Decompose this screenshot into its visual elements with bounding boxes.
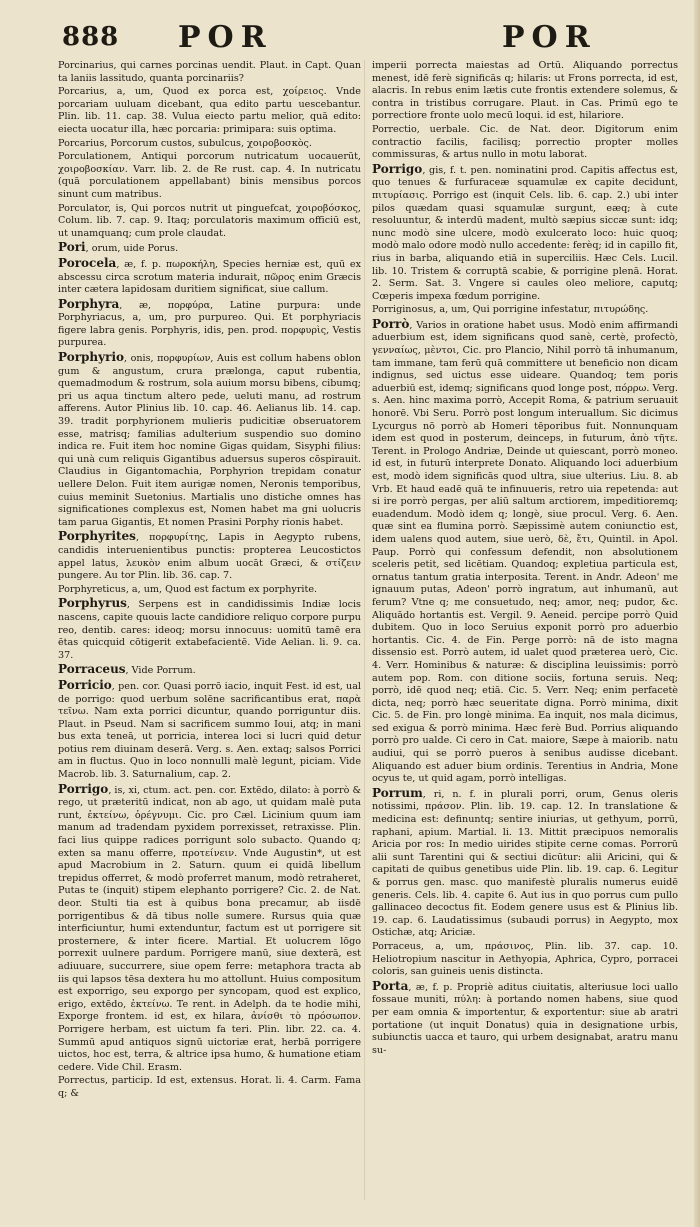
left-column — [58, 60, 361, 1210]
running-head-right: POR — [502, 20, 597, 55]
entry-text: , orum, uide Porus. — [85, 243, 179, 255]
dictionary-entry — [58, 597, 361, 662]
entry-text: Porculator, is, Qui porcos nutrit ut pinguefcat, χοιροβόσκος, Colum. lib. 7. cap. 9. Itaq; porculatoris maximum officiū est, ut unamquanq; cum prole claudat. — [58, 202, 361, 239]
dictionary-entry — [58, 298, 361, 350]
entry-headword: Porrigo — [58, 781, 109, 796]
entry-text: Porriginosus, a, um, Qui porrigine infestatur, πιτυρώδης. — [372, 304, 649, 316]
entry-text: , æ, f. p. Propriè aditus ciuitatis, alteriusue loci uallo fossaue muniti, πύλη: à portando nomen habens, siue quod per eam omnia & importentur, & exportentur: siue ab aratri portatione (ut inquit Donatus) quia in designatione urbis, subiunctis uacca et tauro, qui urbem designabat, aratru manu su- — [372, 981, 678, 1056]
entry-text: imperii porrecta maiestas ad Ortū. Aliquando porrectus menest, idē ferè significās q; hilaris: ut Frons porrecta, id est, alacris. In rebus enim lætis cute frontis extendere solemus, & contra in tristibus corrugare. Plaut. in Cas. Primū ego te porrectiore fronte uolo mecū loqui. id est, hilariore. — [372, 60, 678, 122]
dictionary-entry — [58, 663, 361, 678]
entry-text: Porculationem, Antiqui porcorum nutricatum uocauerūt, χοιροβοσκίαν. Varr. lib. 2. de Re rust. cap. 4. In nutricatu (quā porculationem appellabant) binis mensibus porcos sinunt cum matribus. — [58, 151, 361, 200]
entry-text: , Vide Porrum. — [125, 665, 196, 677]
running-head-left: POR — [178, 20, 273, 55]
entry-text: Porphyreticus, a, um, Quod est factum ex porphyrite. — [58, 583, 318, 595]
page-number: 888 — [62, 22, 120, 52]
entry-headword: Porrum — [372, 785, 423, 800]
entry-headword: Porta — [372, 978, 409, 993]
dictionary-entry — [372, 124, 678, 162]
entry-text: , pen. cor. Quasi porrō iacio, inquit Fest. id est, ual de porrigo: quod uerbum solēne sacrificantibus erat, παρὰ τεῖνω. Nam exta porrici dicuntur, quando porriguntur diis. Plaut. in Pseud. Nam si sacrificem summo Ioui, atq; in mani bus exta teneā, ut porricia, interea loci si lucri quid detur potius rem diuinam deserā. Verg. s. Aen. extaq; salsos Porrici am in fluctus. Quo in loco nonnulli malè legunt, piciam. Vide Macrob. lib. 3. Saturnalium, cap. 2. — [58, 680, 361, 781]
entry-text: Porrectus, particip. Id est, extensus. Horat. li. 4. Carm. Fama q; & — [58, 1075, 361, 1099]
entry-text: , æ, f. p. πωροκήλη, Species herniæ est, quū ex abscessu circa scrotum materia indurait, πῶρος enim Græcis inter cætera lapidosam duritiem significat, siue callum. — [58, 258, 361, 296]
entry-text: Porraceus, a, um, πράσινος, Plin. lib. 37. cap. 10. Heliotropium nascitur in Aethyopia, Aphrica, Cypro, porracei coloris, san guineis uenis distincta. — [372, 940, 678, 978]
entry-text: , onis, πορφυρίων, Auis est collum habens oblon gum & angustum, crura prælonga, caput rubentia, quemadmodum & rostrum, sola auium morsu bibens, cibumq; pri us aqua tinctum altero pede, ueluti manu, ad rostrum afferens. Autor Plinius lib. 10. cap. 46. Aelianus lib. 14. cap. 39. tradit porphyrionem mulieris pudicitiæ obseruatorem esse, matrisq; familias adulterium suspendio suo domino indica re. Fuit item hoc nomine Gigas quidam, Sisyphi filius: qui unà cum reliquis Gigantibus aduersus superos cōspirauit. Claudius in Gigantomachia, Porphyrion trepidam conatur uellere Delon. Fuit item aurigæ nomen, Neronis temporibus, cuius meminit Suetonius. Martialis uno distiche omnes has significationes complexus est, Nomen habet ma gni uolucris tam parua Gigantis, Et nomen Prasini Porphy rionis habet. — [58, 353, 361, 528]
entry-text: , is, xi, ctum. act. pen. cor. Extēdo, dilato: à porrò & rego, ut præteritū indicat, non ab ago, ut quidam malè puta runt, ἐκτείνω, ὀρέγνυμι. Cic. pro Cæl. Licinium quum iam manum ad tradendam pyxidem porrexisset, retraxisse. Plin. faci lius quippe radices porrigunt solo subacto. Quando q; exten sa manu offerre, προτείνειν. Vnde Augustin*, ut est apud Macrobium in 2. Saturn. quum ei quidā libellum trepidus offerret, & modò proferret manum, modò retraheret, Putas te (inquit) stipem elephanto porrigere? Cic. 2. de Nat. deor. Stulti tia est à quibus bona precamur, ab iisdē porrigentibus & dā tibus nolle sumere. Rursus quia quæ interficiuntur, humi extenduntur, factum est ut porrigere sit prosternere, & inter ficere. Martial. Et uolucrem lōgo porrexit uulnere pardum. Porrigere manū, siue dexterā, est adiuuare, succurrere, siue opem ferre: metaphora tracta ab iis qui lapsos tēsa dextera hu mo attollunt. Huius compositum est exporrigo, seu exporgo per syncopam, quod est explico, erigo, extēdo, ἐκτείνω. Te rent. in Adelph. da te hodie mihi, Exporge frontem. id est, ex hilara, ἀνίσθι τὸ πρόσωπον. Porrigere herbam, est uictum fa teri. Plin. libr. 22. ca. 4. Summū apud antiquos signū uictoriæ erat, herbā porrigere uictos, hoc est, terra, & altrice ipsa humo, & humatione etiam cedere. Vide Chil. Erasm. — [58, 784, 361, 1073]
dictionary-entry — [58, 351, 361, 529]
dictionary-entry — [372, 787, 678, 940]
entry-headword: Porphyrites — [58, 529, 136, 544]
dictionary-entry — [58, 86, 361, 136]
entry-headword: Porrigo — [372, 161, 423, 176]
entry-text: , æ, πορφύρα, Latine purpura: unde Porphyriacus, a, um, pro purpureo. Qui. Et porphyriacis figere labra genis. Porphyris, idis, pen. prod. πορφυρὶς, Vestis purpurea. — [58, 299, 361, 349]
entry-text: Porrectio, uerbale. Cic. de Nat. deor. Digitorum enim contractio facilis, facilisq; porrectio propter molles commissuras, & artus nullo in motu laborat. — [372, 123, 678, 161]
entry-headword: Porphyrus — [58, 596, 127, 611]
dictionary-entry — [372, 318, 678, 786]
entry-headword: Porricio — [58, 677, 112, 692]
dictionary-entry — [58, 584, 361, 597]
dictionary-entry — [58, 60, 361, 85]
dictionary-entry — [58, 241, 361, 256]
dictionary-entry — [58, 783, 361, 1075]
page-edge — [694, 0, 700, 1227]
dictionary-entry — [372, 941, 678, 979]
entry-text: , Serpens est in candidissimis Indiæ locis nascens, capite quouis lacte candidiore reliquo corpore purpu reo, dentib. cares: ideoq; morsu innocuus: uomitū tamē era ētas quicquid cōtigerit extabefacientē. Vide Aelian. li. 9. ca. 37. — [58, 599, 361, 661]
right-column — [372, 60, 678, 1210]
dictionary-entry — [58, 679, 361, 782]
entry-text: , Varios in oratione habet usus. Modò enim affirmandi aduerbium est, idem significans quod sanè, certè, profectò, γενναίως, μὲντοι, Cic. pro Plancio, Nihil porrò tā inhumanum, tam immane, tam ferū quā committere ut beneficio non dicam indignus, sed uictus esse uideare. Quandoq; tem poris aduerbiū est, idemq; significans quod longe post, πόρρω. Verg. s. Aen. hinc maxima porrò, Accepit Roma, & patrium seruauit honorē. Vbi Seru. Porrò post longum interuallum. Sic dicimus Lycurgus nō porrò ab Homeri tēporibus fuit. Nonnunquam idem est quod in posterum, deinceps, in futurum, ἀπὸ τῆτε. Terent. in Prologo Andriæ, Deinde ut quiescant, porrò moneo. id est, in futurū interprete Donato. Aliquando loci aduerbium est, modò idem significās quod ultra, siue ulterius. Liu. 8. ab Vrb. Et haud eadē quā te infinuueris, retro uia repetenda: aut si ire porrò pergas, per aliū saltum arctiorem, impeditioremq; euadendum. Modò idem q; longè, siue procul. Verg. 6. Aen. quæ sint ea flumina porrò. Sæpissimè autem coniunctio est, idem ualens quod autem, siue uerò, δὲ, ἔτι, Quintil. in Apol. Paup. Porrò qui confessum defendit, non absolutionem sceleris petit, sed licētiam. Quandoq; expletiua particula est, ornatus tantum gratia interposita. Terent. in Andr. Adeon' me ignauum putas, Adeon' porrò ingratum, aut inhumanū, aut ferum? Vtne q; me consuetudo, neq; amor, neq; pudor, &c. Aliquādo hortantis est. Vergil. 9. Aeneid. percipe porrò Quid dubitem. Quo in loco Seruius exponit porrò pro aduerbio hortantis. Cic. 4. de Fin. Perge porrò: nā de isto magna dissensio est. Porrò autem, id ualet quod præterea uerò, Cic. 4. Verr. Hominibus & naturæ: & disciplina leuissimis: porrò autem pop. Rom. con ditione sociis, fortuna seruis. Neq; porrò, idē quod neq; etiā. Cic. 5. Verr. Neq; enim perfacetè dicta, neq; porrò hæc seueritate digna. Porrò minima, dixit Cic. 5. de Fin. pro longè minima. Ea inquit, nos mala dicimus, sed exigua & porrò minima. Hæc ferè Bud. Porrius aliquando porrò pro ualde. Ci cero in Cat. maiore, Sæpe à maiorib. natu audiui, qui se porrò pueros à senibus audisse dicebant. Aliquando est aduer bium ordinis. Terentius in Andria, Mone ocyus te, ut quid agam, porrò intelligas. — [372, 319, 678, 785]
dictionary-entry — [372, 980, 678, 1058]
dictionary-entry — [58, 138, 361, 151]
entry-headword: Pori — [58, 240, 86, 255]
column-gutter — [364, 60, 365, 1200]
dictionary-entry — [58, 203, 361, 241]
dictionary-entry — [58, 530, 361, 582]
dictionary-entry — [58, 1075, 361, 1100]
entry-text: Porcarius, a, um, Quod ex porca est, χοίρειος. Vnde porcariam uuluam dicebant, qua edito partu uescebantur. Plin. lib. 11. cap. 38. Vulua eiecto partu melior, quā edito: eiecta uocatur illa, hæc porcaria: primipara: suis optima. — [58, 86, 361, 135]
entry-headword: Porraceus — [58, 662, 126, 677]
dictionary-entry — [372, 60, 678, 123]
dictionary-entry — [372, 163, 678, 304]
entry-text: , gis, f. t. pen. nominatini prod. Capitis affectus est, quo tenues & furfuraceæ squamulæ ex capite decidunt, πιτυρίασις. Porrigo est (inquit Cels. lib. 6. cap. 2.) ubi inter pilos quædam quasi squamulæ surgunt, eæq; à cute resoluuntur, & interdū madent, multò sæpius siccæ sunt: idq; nunc modò sine ulcere, modò exulcerato loco: huic quoq; modò malo odore modò nullo accedente: ferèq; id in capillo fit, rius in barba, aliquando etiā in superciliis. Hæc Cels. Lucil. lib. 10. Tristem & corruptā scabie, & porrigine plenā. Horat. 2. Serm. Sat. 3. Vngere si caules oleo meliore, caputq; Cœperis impexa fœdum porrigine. — [372, 164, 678, 302]
entry-text: Porcarius, Porcorum custos, subulcus, χοιροβοσκὸς. — [58, 137, 312, 149]
dictionary-entry — [58, 151, 361, 201]
entry-headword: Porphyra — [58, 296, 120, 311]
dictionary-entry — [372, 304, 678, 317]
page-header — [0, 18, 700, 58]
entry-text: , πορφυρίτης, Lapis in Aegypto rubens, candidis interuenientibus punctis: propterea Leucostictos appel latus, λευκὸν enim album uocāt Græci, & στίζειν pungere. Au tor Plin. lib. 36. cap. 7. — [58, 532, 361, 582]
dictionary-entry — [58, 257, 361, 297]
entry-headword: Porphyrio — [58, 350, 124, 365]
entry-text: Porcinarius, qui carnes porcinas uendit. Plaut. in Capt. Quan ta laniis lassitudo, quanta porcinariis? — [58, 60, 361, 84]
entry-text: , ri, n. f. in plurali porri, orum, Genus oleris notissimi, πράσον. Plin. lib. 19. cap. 12. In translatione & medicina est: definuntq; sentire iniurias, ut gethyum, porrū, raphani, apium. Martial. li. 13. Mittit præcipuos nemoralis Aricia por ros: In medio uirides stipite cerne comas. Porrorū alii sunt Tarentini qui & sectiui dicūtur: alii Aricini, qui & capitati de quibus genetibus uide Plin. lib. 19. cap. 6. Legitur & porrus gen. masc. quo manifestè pluralis numerus euidē generis. Cels. lib. 4. capite 6. Aut ius in quo porrus cum pullo gallinaceo decoctus fit. Eodem genere usus est & Plinius lib. 19. cap. 6. Laudatissimus (subaudi porrus) in Aegypto, mox Ostichæ, atq; Ariciæ. — [372, 788, 678, 939]
entry-headword: Porrò — [372, 316, 410, 331]
entry-headword: Porocela — [58, 255, 117, 270]
